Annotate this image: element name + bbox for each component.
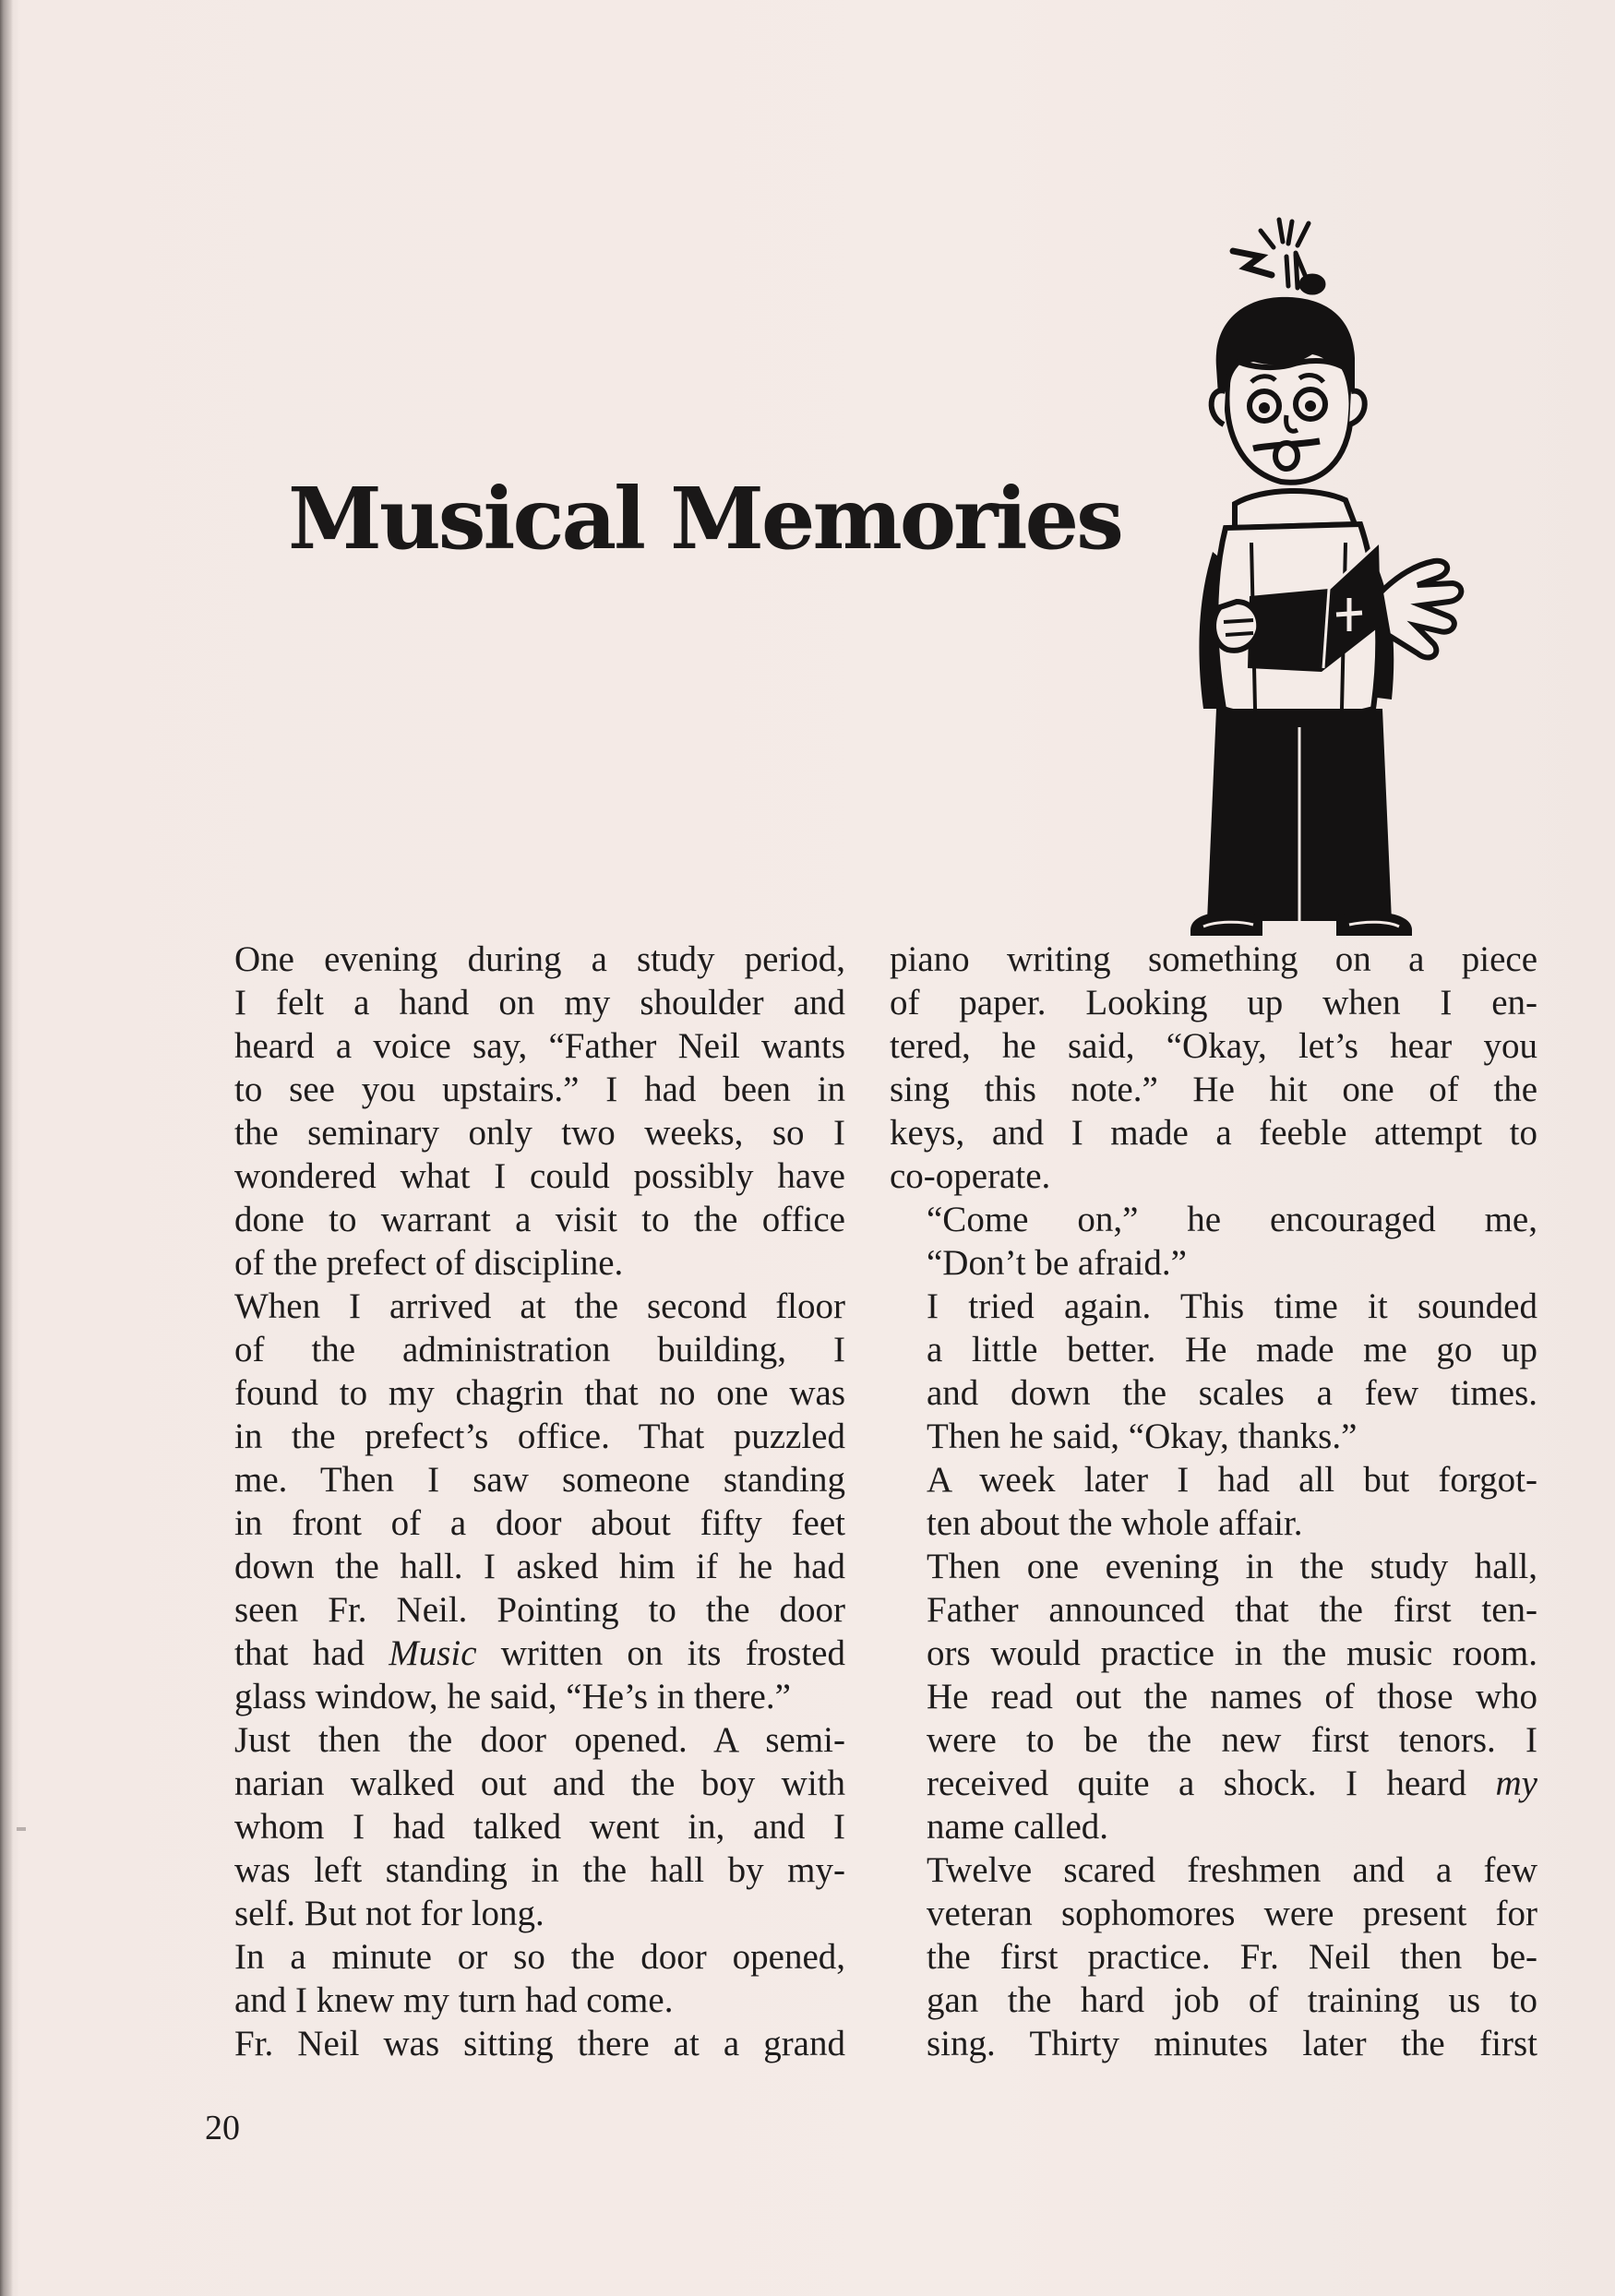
paragraph [197,1718,845,1935]
text-line: was left standing in the hall by my- [234,1850,845,1890]
paragraph [890,1285,1537,1458]
text-line: ten about the whole affair. [927,1503,1303,1543]
emphasized-word: my [1495,1764,1537,1803]
text-fragment: written on its frosted [476,1633,845,1673]
article-right-column [890,938,1537,2065]
boy-head-icon [1212,297,1365,483]
paragraph [197,2022,845,2065]
page-number: 20 [205,2109,240,2147]
text-line: tered, he said, “Okay, let’s hear you [890,1026,1537,1066]
paragraph [197,1285,845,1718]
text-line: of paper. Looking up when I en- [890,983,1537,1022]
text-line: ors would practice in the music room. [927,1633,1537,1673]
paragraph [890,1545,1537,1848]
text-line: a little better. He made me go up [927,1330,1537,1369]
text-line: me. Then I saw someone standing [234,1460,845,1500]
text-line: in front of a door about fifty feet [234,1503,845,1543]
text-line: Then he said, “Okay, thanks.” [927,1417,1358,1456]
text-line: done to warrant a visit to the office [234,1200,845,1239]
text-line: “Don’t be afraid.” [927,1243,1187,1283]
text-line: veteran sophomores were present for [927,1894,1537,1933]
text-line: and I knew my turn had come. [234,1980,674,2020]
text-line: piano writing something on a piece [890,939,1537,979]
text-line: I tried again. This time it sounded [927,1286,1537,1326]
text-line: Then one evening in the study hall, [927,1547,1537,1586]
text-line: name called. [927,1807,1109,1847]
text-fragment: received quite a shock. I heard [927,1764,1496,1803]
page-margin-mark [17,1827,26,1831]
text-line: whom I had talked went in, and I [234,1807,845,1847]
text-line: the first practice. Fr. Neil then be- [927,1937,1537,1977]
paragraph [890,1198,1537,1285]
text-line: A week later I had all but forgot- [927,1460,1537,1500]
text-line: He read out the names of those who [927,1677,1537,1716]
text-line: and down the scales a few times. [927,1373,1537,1413]
page-binding-edge [0,0,13,2296]
text-line: sing. Thirty minutes later the first [927,2024,1537,2063]
choirboy-singing-icon [1124,210,1493,949]
text-line: gan the hard job of training us to [927,1980,1537,2020]
emphasized-word: Music [389,1633,477,1673]
text-line: “Come on,” he encouraged me, [927,1200,1537,1239]
text-line: heard a voice say, “Father Neil wants [234,1026,845,1066]
text-line: In a minute or so the door opened, [234,1937,845,1977]
text-line: of the prefect of discipline. [234,1243,624,1283]
text-line: in the prefect’s office. That puzzled [234,1417,845,1456]
music-note-icon [1233,220,1323,293]
text-line: glass window, he said, “He’s in there.” [234,1677,791,1716]
text-line: Twelve scared freshmen and a few [927,1850,1537,1890]
text-line: sing this note.” He hit one of the [890,1070,1537,1109]
text-line: to see you upstairs.” I had been in [234,1070,845,1109]
text-line: Just then the door opened. A semi- [234,1720,845,1760]
text-line [890,1762,1537,1805]
text-line: self. But not for long. [234,1894,544,1933]
paragraph [890,938,1537,1198]
text-line: wondered what I could possibly have [234,1156,845,1196]
paragraph [890,1848,1537,2065]
text-line: Father announced that the first ten- [927,1590,1537,1630]
text-line: I felt a hand on my shoulder and [234,983,845,1022]
text-line: One evening during a study period, [234,939,845,979]
text-line: the seminary only two weeks, so I [234,1113,845,1153]
paragraph [890,1458,1537,1545]
text-line: When I arrived at the second floor [234,1286,845,1326]
article-left-column [197,938,845,2065]
text-line: seen Fr. Neil. Pointing to the door [234,1590,845,1630]
text-fragment: that had [234,1633,389,1673]
paragraph [197,938,845,1285]
text-line [197,1632,845,1675]
text-line: co-operate. [890,1156,1051,1196]
article-title: Musical Memories [288,469,1121,568]
text-line: found to my chagrin that no one was [234,1373,845,1413]
text-line: down the hall. I asked him if he had [234,1547,845,1586]
text-line: narian walked out and the boy with [234,1764,845,1803]
paragraph [197,1935,845,2022]
text-line: of the administration building, I [234,1330,845,1369]
text-line: keys, and I made a feeble attempt to [890,1113,1537,1153]
text-line: Fr. Neil was sitting there at a grand [234,2024,845,2063]
text-line: were to be the new first tenors. I [927,1720,1537,1760]
